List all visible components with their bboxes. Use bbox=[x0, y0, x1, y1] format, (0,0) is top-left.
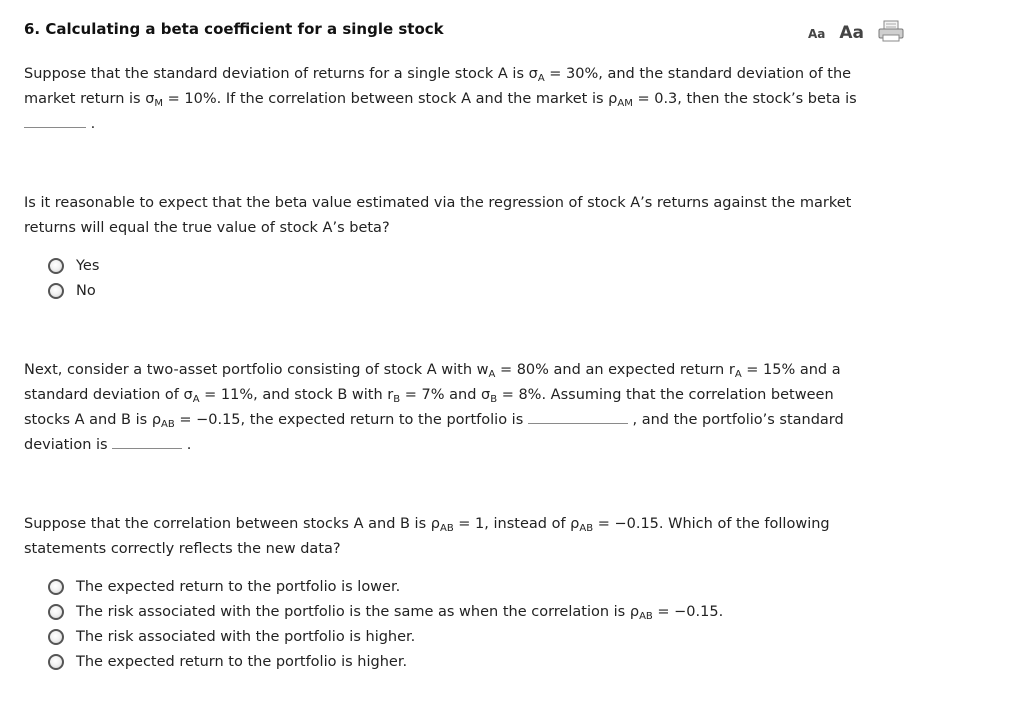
option-risk-same[interactable]: The risk associated with the portfolio is the same as when the correlation is $\rho_{AB} = -0.15$. bbox=[48, 599, 723, 624]
font-size-large-button[interactable]: Aa bbox=[839, 23, 865, 43]
regression-question-text: Is it reasonable to expect that the beta value estimated via the regression of stock A’s returns against the market returns will equal the true value of stock A’s beta? bbox=[24, 195, 852, 236]
option-no[interactable]: No bbox=[48, 278, 99, 303]
option-return-lower[interactable]: The expected return to the portfolio is lower. bbox=[48, 574, 723, 599]
toolbar bbox=[808, 20, 904, 42]
question-title: 6. Calculating a beta coefficient for a single stock bbox=[24, 20, 444, 38]
radio-button[interactable] bbox=[48, 604, 64, 620]
radio-button[interactable] bbox=[48, 654, 64, 670]
font-size-small-button[interactable]: Aa bbox=[808, 27, 826, 41]
beta-answer-dropdown[interactable] bbox=[24, 113, 86, 128]
radio-button[interactable] bbox=[48, 629, 64, 645]
radio-button[interactable] bbox=[48, 283, 64, 299]
regression-options bbox=[48, 253, 99, 303]
option-yes[interactable]: Yes bbox=[48, 253, 99, 278]
print-icon[interactable] bbox=[878, 20, 904, 42]
standard-deviation-dropdown[interactable] bbox=[112, 434, 182, 449]
expected-return-dropdown[interactable] bbox=[528, 409, 628, 424]
correlation-options bbox=[48, 574, 723, 674]
option-risk-higher[interactable]: The risk associated with the portfolio is higher. bbox=[48, 624, 723, 649]
correlation-question-text: Suppose that the correlation between stocks A and B is $\rho_{AB} = 1$, instead of $\rho_{AB} = -0.15$. Which of the following statements correctly reflects the new data? bbox=[24, 516, 830, 557]
beta-question-text: Suppose that the standard deviation of returns for a single stock A is $\sigma_A = 30\%$, and the standard deviation of the market return is $\sigma_M = 10\%$. If the correlation between stock A and the market is $\rho_{AM} = 0.3$, then the stock’s beta is . bbox=[24, 66, 857, 132]
radio-button[interactable] bbox=[48, 258, 64, 274]
portfolio-question-text: Next, consider a two-asset portfolio consisting of stock A with $w_A = 80\%$ and an expected return $r_A = 15\%$ and a standard deviation of $\sigma_A = 11\%$, and stock B with $r_B = 7\%$ and $\sigma_B = 8\%$. Assuming that the correlation between stocks A and B is $\rho_{AB} = -0.15$, the expected return to the portfolio is , and the portfolio’s standard deviation is . bbox=[24, 362, 844, 453]
option-return-higher[interactable]: The expected return to the portfolio is higher. bbox=[48, 649, 723, 674]
radio-button[interactable] bbox=[48, 579, 64, 595]
